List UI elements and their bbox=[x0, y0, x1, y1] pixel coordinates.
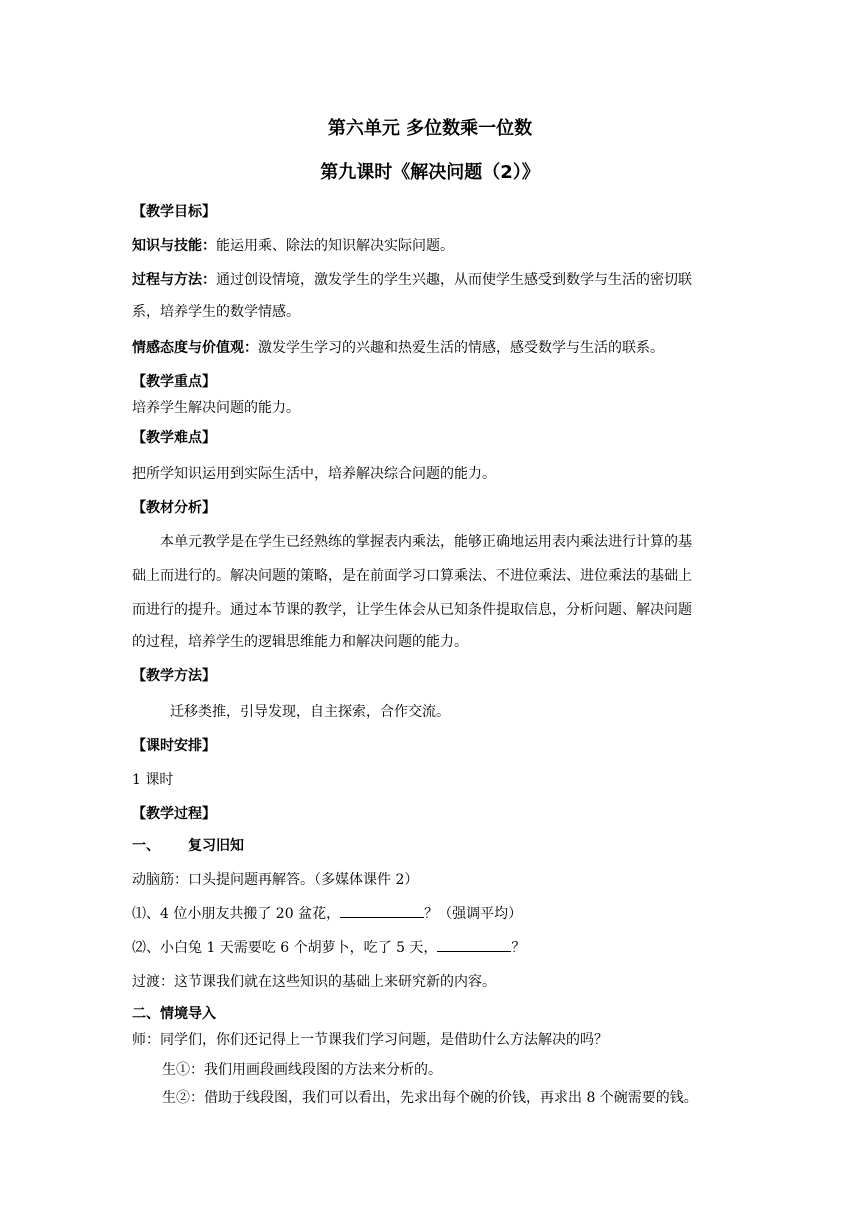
key-points-heading: 【教学重点】 bbox=[132, 374, 216, 390]
emotion-line bbox=[132, 338, 664, 358]
question-1-suffix: ？（强调平均） bbox=[424, 906, 523, 922]
analysis-heading: 【教材分析】 bbox=[132, 500, 216, 516]
section-2-heading: 二、情境导入 bbox=[132, 1006, 216, 1022]
difficulties-text: 把所学知识运用到实际生活中，培养解决综合问题的能力。 bbox=[132, 466, 496, 482]
methods-text: 迁移类推，引导发现，自主探索，合作交流。 bbox=[170, 704, 450, 720]
warmup-text: 动脑筋：口头提问题再解答。（多媒体课件 2） bbox=[132, 872, 419, 888]
schedule-heading: 【课时安排】 bbox=[132, 738, 216, 754]
section-1-number: 一、 bbox=[132, 838, 160, 854]
student-answer-2: 生②：借助于线段图，我们可以看出，先求出每个碗的价钱，再求出 8 个碗需要的钱。 bbox=[162, 1090, 698, 1106]
process-text-1: 通过创设情境，激发学生的学生兴趣，从而使学生感受到数学与生活的密切联 bbox=[216, 272, 692, 288]
answer-blank-1 bbox=[340, 904, 424, 918]
process-text-2: 系，培养学生的数学情感。 bbox=[132, 304, 300, 320]
question-2 bbox=[132, 938, 525, 958]
question-1-prefix: ⑴、4 位小朋友共搬了 20 盆花， bbox=[132, 906, 341, 922]
process-line bbox=[132, 270, 692, 290]
transition-text: 过渡：这节课我们就在这些知识的基础上来研究新的内容。 bbox=[132, 974, 496, 990]
process-heading: 【教学过程】 bbox=[132, 806, 216, 822]
analysis-line-4: 的过程，培养学生的逻辑思维能力和解决问题的能力。 bbox=[132, 634, 468, 650]
methods-heading: 【教学方法】 bbox=[132, 668, 216, 684]
lesson-title: 第九课时《解决问题（2）》 bbox=[320, 162, 540, 183]
objectives-heading: 【教学目标】 bbox=[132, 204, 216, 220]
analysis-line-2: 础上而进行的。解决问题的策略，是在前面学习口算乘法、不进位乘法、进位乘法的基础上 bbox=[132, 568, 692, 584]
section-1-heading bbox=[132, 836, 244, 856]
question-2-suffix: ？ bbox=[511, 940, 526, 956]
key-points-text: 培养学生解决问题的能力。 bbox=[132, 400, 300, 416]
answer-blank-2 bbox=[437, 938, 511, 952]
emotion-text: 激发学生学习的兴趣和热爱生活的情感，感受数学与生活的联系。 bbox=[258, 340, 664, 356]
emotion-label: 情感态度与价值观： bbox=[132, 340, 258, 356]
question-1 bbox=[132, 904, 522, 924]
teacher-question: 师：同学们，你们还记得上一节课我们学习问题，是借助什么方法解决的吗？ bbox=[132, 1032, 608, 1048]
knowledge-label: 知识与技能： bbox=[132, 238, 216, 254]
schedule-text: 1 课时 bbox=[132, 772, 174, 788]
section-1-title: 复习旧知 bbox=[188, 838, 244, 854]
process-label: 过程与方法： bbox=[132, 272, 216, 288]
difficulties-heading: 【教学难点】 bbox=[132, 430, 216, 446]
unit-title: 第六单元 多位数乘一位数 bbox=[327, 118, 533, 139]
student-answer-1: 生①：我们用画段画线段图的方法来分析的。 bbox=[162, 1062, 442, 1078]
analysis-line-1: 本单元教学是在学生已经熟练的掌握表内乘法，能够正确地运用表内乘法进行计算的基 bbox=[160, 534, 692, 550]
question-2-prefix: ⑵、小白兔 1 天需要吃 6 个胡萝卜，吃了 5 天， bbox=[132, 940, 438, 956]
knowledge-line bbox=[132, 236, 454, 256]
knowledge-text: 能运用乘、除法的知识解决实际问题。 bbox=[216, 238, 454, 254]
analysis-line-3: 而进行的提升。通过本节课的教学，让学生体会从已知条件提取信息，分析问题、解决问题 bbox=[132, 602, 692, 618]
